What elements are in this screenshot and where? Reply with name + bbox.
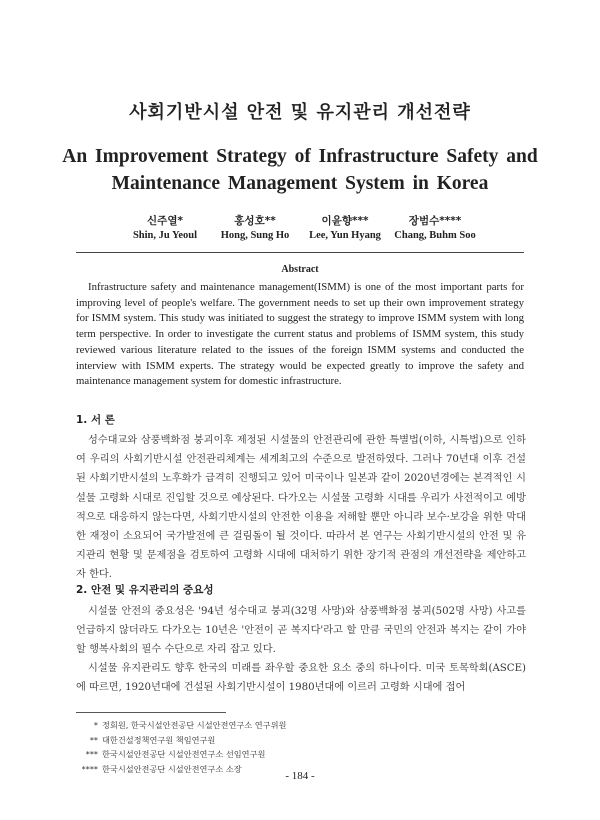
footnote-mark: ****	[81, 763, 98, 774]
footnote-mark: *	[93, 720, 98, 730]
english-title-line-2: Maintenance Management System in Korea	[111, 173, 489, 194]
footnote	[76, 747, 524, 762]
english-title	[40, 143, 560, 197]
author-name-english: Shin, Ju Yeoul	[132, 230, 198, 241]
abstract-heading: Abstract	[281, 264, 319, 275]
author-1	[120, 214, 210, 244]
author-list	[120, 214, 480, 248]
introduction-paragraph: 성수대교와 삼풍백화점 붕괴이후 제정된 시설물의 안전관리에 관한 특별법(이하, 시특법)으로 인하여 우리의 사회기반시설 안전관리체계는 세계최고의 수준으로 발전하였다. 그러나 70년대 이후 건설된 사회기반시설의 노후화가 급격히 진행되고 있어 미국이나 일본과 같이 2020년경에는 본격적인 시설물 고령화 시대로 진입할 것으로 예상된다. 다가오는 시설물 고령화 시대를 우리가 사전적이고 예방적으로 대응하지 않는다면, 사회기반시설의 안전한 이용을 저해할 뿐만 아니라 보수·보강을 위한 막대한 재정이 소요되어 국가발전에 큰 걸림돌이 될 것이다. 따라서 본 연구는 사회기반시설의 안전 및 유지관리 현황 및 문제점을 검토하여 고령화 시대에 대처하기 위한 장기적 관점의 개선전략을 제안하고자 한다.	[76, 435, 526, 581]
author-name-korean: 신주열*	[147, 215, 183, 227]
author-name-korean: 장범수****	[408, 215, 462, 227]
footnote-mark: ***	[85, 749, 98, 760]
importance-paragraph-1: 시설물 안전의 중요성은 '94년 성수대교 붕괴(32명 사망)와 삼풍백화점 붕괴(502명 사망) 사고를 언급하지 않더라도 다가오는 10년은 '안전이 곧 복지다'라고 할 만큼 국민의 안전과 복지는 같이 가야 할 행복사회의 필수 수단으로 자리 잡고 있다.	[76, 606, 526, 656]
author-name-korean: 이윤향***	[321, 215, 369, 227]
author-affiliation-footnotes	[76, 718, 524, 776]
english-title-line-1: An Improvement Strategy of Infrastructure Safety and	[62, 146, 538, 167]
section-heading-introduction: 1. 서 론	[76, 414, 115, 426]
section-heading-importance: 2. 안전 및 유지관리의 중요성	[76, 584, 214, 596]
author-4	[390, 214, 480, 244]
footnote-divider	[76, 712, 226, 713]
author-name-english: Hong, Sung Ho	[220, 230, 290, 241]
footnote	[76, 718, 524, 733]
author-2	[210, 214, 300, 244]
footnote	[76, 733, 524, 748]
footnote-text: 한국시설안전공단 시설안전연구소 소장	[102, 763, 242, 774]
author-name-korean: 홍성호**	[234, 215, 276, 227]
author-name-english: Lee, Yun Hyang	[309, 230, 381, 241]
author-3	[300, 214, 390, 244]
footnote-text: 대한건설정책연구원 책임연구원	[102, 734, 216, 745]
footnote-mark: **	[89, 734, 98, 745]
abstract-text: Infrastructure safety and maintenance management(ISMM) is one of the most important parts for improving level of people's welfare. The government needs to set up their own improvement strategy for ISMM system. This study was initiated to suggest the strategy to improve ISMM system with long term perspective. In order to investigate the current status and problems of ISMM system, this study reviewed various literature related to the issues of the foreign ISMM systems and conducted the interview with ISMM experts. The strategy would be expected greatly to improve the safety and maintenance management system for domestic infrastructure.	[76, 281, 524, 388]
page-number: - 184 -	[285, 770, 315, 782]
author-name-english: Chang, Buhm Soo	[394, 230, 476, 241]
footnote-text: 한국시설안전공단 시설안전연구소 선임연구원	[102, 749, 266, 760]
importance-paragraph-2: 시설물 유지관리도 향후 한국의 미래를 좌우할 중요한 요소 중의 하나이다. 미국 토목학회(ASCE)에 따르면, 1920년대에 건설된 사회기반시설이 1980년대에 이르러 고령화 시대에 접어	[76, 663, 526, 694]
header-divider	[76, 252, 524, 253]
korean-title: 사회기반시설 안전 및 유지관리 개선전략	[129, 102, 471, 123]
footnote-text: 정회원, 한국시설안전공단 시설안전연구소 연구위원	[102, 720, 287, 730]
